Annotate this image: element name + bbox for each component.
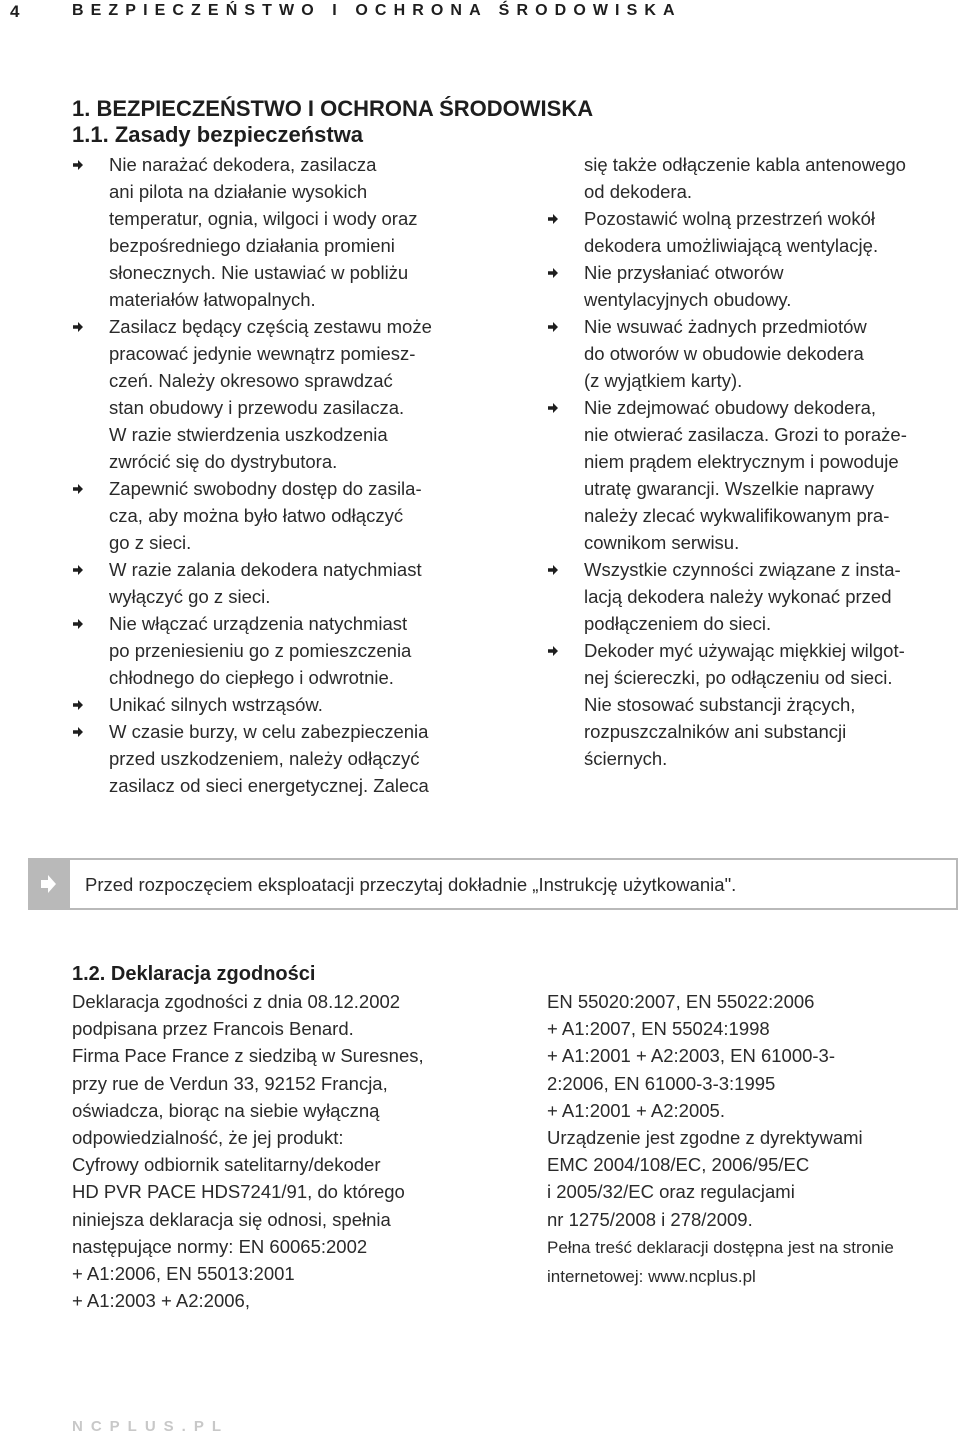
- text-line: niniejsza deklaracja się odnosi, spełnia: [72, 1208, 391, 1230]
- bullet-line: słonecznych. Nie ustawiać w pobliżu: [109, 262, 409, 283]
- text-line: internetowej: www.ncplus.pl: [547, 1266, 756, 1286]
- bullet-line: ani pilota na działanie wysokich: [109, 181, 368, 202]
- bullet-item: [72, 556, 512, 610]
- text-line: oświadcza, biorąc na siebie wyłączną: [72, 1099, 380, 1121]
- section-heading: [72, 96, 593, 122]
- bullet-item: [547, 637, 960, 691]
- bullet-line: przed uszkodzeniem, należy odłączyć: [109, 748, 420, 769]
- arrow-bullet-icon: [72, 618, 84, 630]
- declaration-left-text: [72, 988, 512, 1314]
- paragraph: [547, 151, 960, 205]
- bullet-line: Zasilacz będący częścią zestawu może: [109, 316, 432, 337]
- bullet-item: [72, 691, 512, 718]
- arrow-right-icon: [39, 874, 57, 894]
- text-line: + A1:2001 + A2:2003, EN 61000-3-: [547, 1045, 836, 1067]
- arrow-bullet-icon: [72, 726, 84, 738]
- arrow-bullet-icon: [72, 159, 84, 171]
- text-line: HD PVR PACE HDS7241/91, do którego: [72, 1181, 405, 1203]
- bullet-line: dekodera umożliwiającą wentylację.: [584, 235, 879, 256]
- bullet-line: chłodnego do ciepłego i odwrotnie.: [109, 667, 394, 688]
- paragraph: [72, 988, 512, 1314]
- bullet-line: stan obudowy i przewodu zasilacza.: [109, 397, 405, 418]
- bullet-line: podłączeniem do sieci.: [584, 613, 772, 634]
- text-line: Nie stosować substancji żrących,: [584, 694, 856, 715]
- text-line: Urządzenie jest zgodne z dyrektywami: [547, 1127, 863, 1149]
- text-line: Pełna treść deklaracji dostępna jest na stronie: [547, 1237, 894, 1257]
- arrow-bullet-icon: [547, 213, 559, 225]
- arrow-bullet-icon: [547, 267, 559, 279]
- arrow-bullet-icon: [547, 645, 559, 657]
- bullet-line: pracować jedynie wewnątrz pomiesz-: [109, 343, 416, 364]
- bullet-line: Wszystkie czynności związane z insta-: [584, 559, 901, 580]
- arrow-bullet-icon: [72, 321, 84, 333]
- page-number: 4: [10, 2, 20, 21]
- bullet-line: W razie zalania dekodera natychmiast: [109, 559, 422, 580]
- text-line: + A1:2007, EN 55024:1998: [547, 1018, 770, 1040]
- text-line: + A1:2006, EN 55013:2001: [72, 1263, 295, 1285]
- bullet-line: czeń. Należy okresowo sprawdzać: [109, 370, 393, 391]
- text-line: Firma Pace France z siedzibą w Suresnes,: [72, 1045, 424, 1067]
- text-line: rozpuszczalników ani substancji: [584, 721, 847, 742]
- bullet-line: po przeniesieniu go z pomieszczenia: [109, 640, 412, 661]
- bullet-line: nej ściereczki, po odłączeniu od sieci.: [584, 667, 893, 688]
- bullet-line: Nie zdejmować obudowy dekodera,: [584, 397, 877, 418]
- section-title: BEZPIECZEŃSTWO I OCHRONA ŚRODOWISKA: [96, 96, 594, 121]
- bullet-line: lacją dekodera należy wykonać przed: [584, 586, 892, 607]
- text-line: 2:2006, EN 61000-3-3:1995: [547, 1072, 776, 1094]
- text-line: następujące normy: EN 60065:2002: [72, 1235, 368, 1257]
- bullet-line: cownikom serwisu.: [584, 532, 740, 553]
- paragraph: [547, 1233, 960, 1291]
- bullet-line: (z wyjątkiem karty).: [584, 370, 743, 391]
- bullet-line: należy zlecać wykwalifikowanym pra-: [584, 505, 890, 526]
- bullet-item: [547, 259, 960, 313]
- bullet-line: cza, aby można było łatwo odłączyć: [109, 505, 404, 526]
- arrow-bullet-icon: [72, 699, 84, 711]
- bullet-line: Pozostawić wolną przestrzeń wokół: [584, 208, 875, 229]
- subsection-title: Zasady bezpieczeństwa: [114, 122, 364, 147]
- arrow-bullet-icon: [547, 402, 559, 414]
- notice-text: Przed rozpoczęciem eksploatacji przeczytaj dokładnie „Instrukcję użytkowania".: [85, 874, 737, 895]
- bullet-line: Dekoder myć używając miękkiej wilgot-: [584, 640, 905, 661]
- bullet-line: Nie włączać urządzenia natychmiast: [109, 613, 408, 634]
- declaration-number: 1.2.: [72, 963, 106, 985]
- text-line: + A1:2003 + A2:2006,: [72, 1290, 250, 1312]
- bullet-line: Nie wsuwać żadnych przedmiotów: [584, 316, 867, 337]
- bullet-item: [72, 313, 512, 475]
- section-number: 1.: [72, 96, 91, 121]
- bullet-line: W czasie burzy, w celu zabezpieczenia: [109, 721, 429, 742]
- subsection-number: 1.1.: [72, 122, 109, 147]
- bullet-line: do otworów w obudowie dekodera: [584, 343, 864, 364]
- bullet-item: [547, 556, 960, 637]
- bullet-line: zwrócić się do dystrybutora.: [109, 451, 338, 472]
- safety-rules-left-column: [72, 151, 512, 799]
- text-line: ściernych.: [584, 748, 668, 769]
- text-line: + A1:2001 + A2:2005.: [547, 1099, 725, 1121]
- text-line: odpowiedzialność, że jej produkt:: [72, 1127, 344, 1149]
- text-line: od dekodera.: [584, 181, 693, 202]
- text-line: i 2005/32/EC oraz regulacjami: [547, 1181, 795, 1203]
- bullet-line: Nie przysłaniać otworów: [584, 262, 784, 283]
- subsection-heading: [72, 122, 363, 148]
- bullet-line: go z sieci.: [109, 532, 192, 553]
- bullet-item: [547, 394, 960, 556]
- paragraph: [547, 988, 960, 1233]
- arrow-bullet-icon: [72, 564, 84, 576]
- bullet-item: [72, 610, 512, 691]
- bullet-line: niem prądem elektrycznym i powoduje: [584, 451, 899, 472]
- notice-tab: [28, 858, 68, 910]
- bullet-item: [547, 205, 960, 259]
- bullet-line: bezpośredniego działania promieni: [109, 235, 395, 256]
- text-line: EMC 2004/108/EC, 2006/95/EC: [547, 1154, 810, 1176]
- bullet-item: [72, 475, 512, 556]
- bullet-line: Nie narażać dekodera, zasilacza: [109, 154, 377, 175]
- bullet-item: [547, 313, 960, 394]
- footer-brand: NCPLUS.PL: [72, 1418, 230, 1435]
- bullet-item: [72, 151, 512, 313]
- paragraph: [547, 691, 960, 772]
- bullet-line: zasilacz od sieci energetycznej. Zaleca: [109, 775, 429, 796]
- bullet-line: materiałów łatwopalnych.: [109, 289, 316, 310]
- bullet-line: utratę gwarancji. Wszelkie naprawy: [584, 478, 874, 499]
- bullet-line: Zapewnić swobodny dostęp do zasila-: [109, 478, 422, 499]
- safety-rules-right-column: [547, 151, 960, 772]
- bullet-line: wyłączyć go z sieci.: [109, 586, 271, 607]
- text-line: Deklaracja zgodności z dnia 08.12.2002: [72, 991, 401, 1012]
- bullet-line: W razie stwierdzenia uszkodzenia: [109, 424, 388, 445]
- declaration-right-text: [547, 988, 960, 1291]
- bullet-line: nie otwierać zasilacza. Grozi to porażе-: [584, 424, 907, 445]
- bullet-item: [72, 718, 512, 799]
- running-header: BEZPIECZEŃSTWO I OCHRONA ŚRODOWISKA: [72, 2, 682, 19]
- arrow-bullet-icon: [547, 321, 559, 333]
- text-line: nr 1275/2008 i 278/2009.: [547, 1208, 753, 1230]
- declaration-heading: [72, 963, 315, 986]
- bullet-line: temperatur, ognia, wilgoci i wody oraz: [109, 208, 418, 229]
- bullet-line: wentylacyjnych obudowy.: [584, 289, 792, 310]
- text-line: Cyfrowy odbiornik satelitarny/dekoder: [72, 1154, 381, 1176]
- text-line: się także odłączenie kabla antenowego: [584, 154, 906, 175]
- bullet-line: Unikać silnych wstrząsów.: [109, 694, 323, 715]
- arrow-bullet-icon: [547, 564, 559, 576]
- declaration-title: Deklaracja zgodności: [110, 963, 316, 985]
- text-line: EN 55020:2007, EN 55022:2006: [547, 991, 815, 1012]
- arrow-bullet-icon: [72, 483, 84, 495]
- text-line: podpisana przez Francois Benard.: [72, 1018, 354, 1040]
- text-line: przy rue de Verdun 33, 92152 Francja,: [72, 1072, 388, 1094]
